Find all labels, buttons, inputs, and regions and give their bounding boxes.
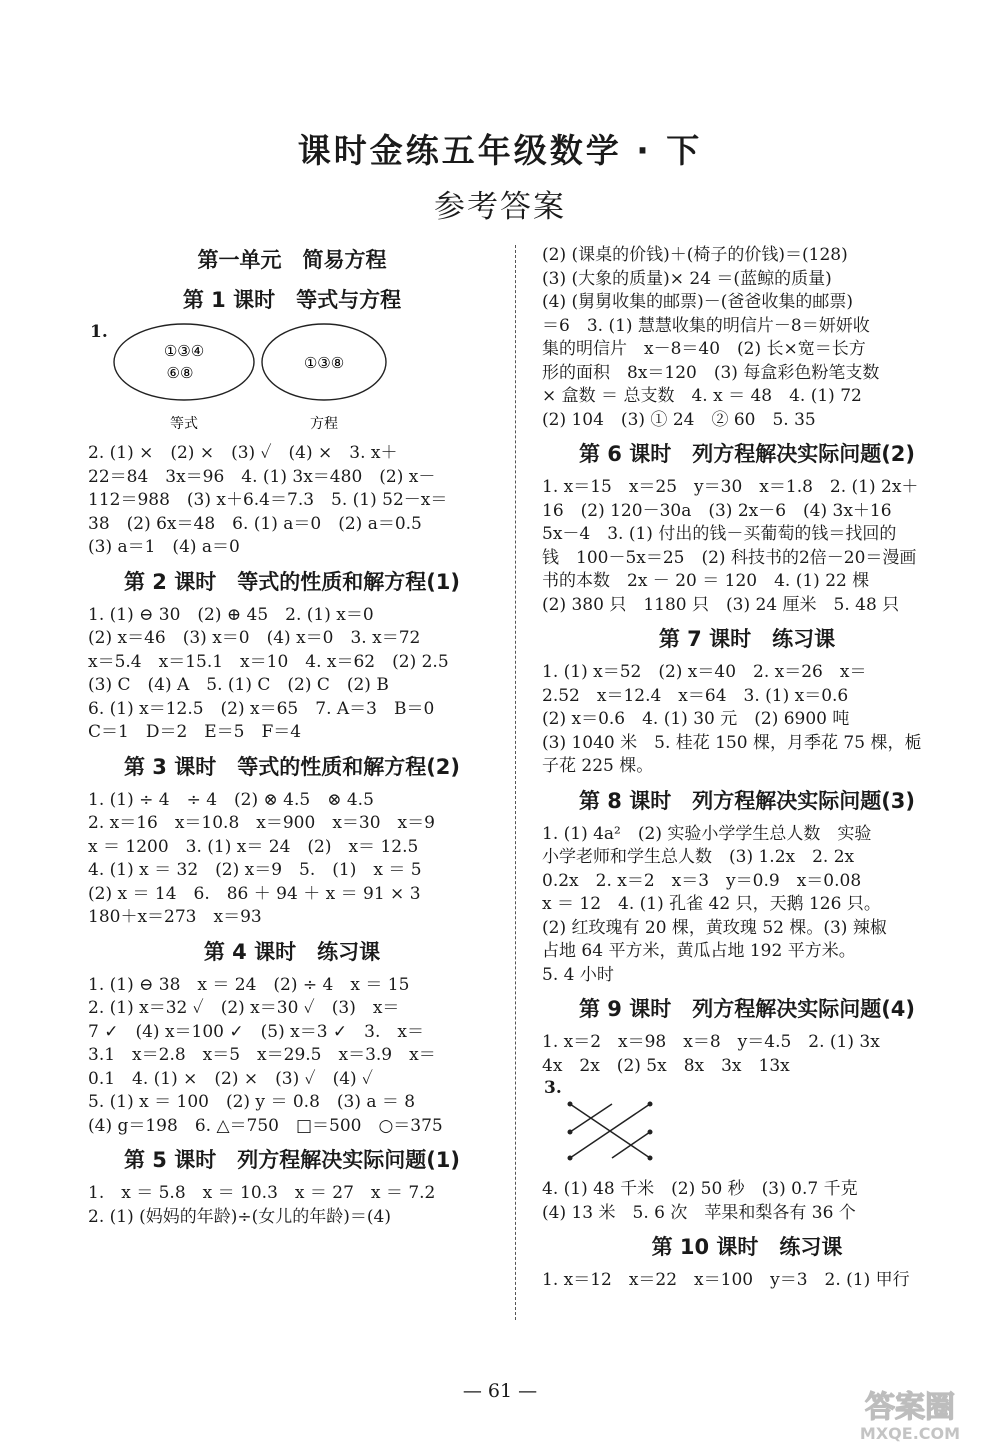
page-title: 课时金练五年级数学 · 下 (297, 131, 703, 170)
answer-line: 2. (1) × (2) × (3) ✓ (4) × 3. x＋ (88, 443, 398, 463)
set2-label: 方程 (310, 416, 338, 432)
lesson-4-title: 第 4 课时 练习课 (203, 939, 381, 964)
lesson-10-answers (542, 1269, 952, 1293)
lesson-9-answers-continued (542, 1178, 952, 1225)
answer-line: (2) (课桌的价钱)＋(椅子的价钱)＝(128) (542, 245, 848, 265)
lesson-6-title: 第 6 课时 列方程解决实际问题(2) (578, 442, 916, 466)
lesson-3-answers (88, 789, 496, 930)
answer-line: 1. (1) ⊖ 38 x ＝ 24 (2) ÷ 4 x ＝ 15 (88, 974, 410, 995)
venn-figure (88, 322, 496, 442)
match-dot (648, 1102, 653, 1107)
answer-line: 0.2x 2. x＝2 x＝3 y＝0.9 x＝0.08 (542, 870, 862, 891)
answer-line: (4) 13 米 5. 6 次 苹果和梨各有 36 个 (542, 1202, 856, 1223)
figure-number: 1. (90, 322, 108, 342)
match-dot (648, 1130, 653, 1135)
answer-line: x ＝ 1200 3. (1) x＝ 24 (2) x＝ 12.5 (88, 836, 419, 857)
answer-line: 2. x＝16 x＝10.8 x＝900 x＝30 x＝9 (88, 813, 435, 833)
answer-line: 钱 100－5x＝25 (2) 科技书的2倍－20＝漫画 (542, 547, 917, 568)
answer-line: (2) 104 (3) ① 24 ② 60 5. 35 (542, 409, 816, 430)
answer-line: 180＋x＝273 x＝93 (88, 907, 262, 927)
answer-line: 形的面积 8x＝120 (3) 每盒彩色粉笔支数 (542, 362, 880, 383)
page-number: — 61 — (462, 1380, 538, 1402)
answer-line: (3) (大象的质量)× 24 ＝(蓝鲸的质量) (542, 268, 832, 289)
answer-line: x＝5.4 x＝15.1 x＝10 4. x＝62 (2) 2.5 (88, 651, 449, 672)
answer-line: 4. (1) 48 千米 (2) 50 秒 (3) 0.7 千克 (542, 1179, 858, 1199)
answer-line: 112＝988 (3) x＋6.4＝7.3 5. (1) 52－x＝ (88, 490, 448, 510)
answer-line: 3.1 x＝2.8 x＝5 x＝29.5 x＝3.9 x＝ (88, 1045, 436, 1065)
answer-line: 16 (2) 120－30a (3) 2x－6 (4) 3x＋16 (542, 500, 892, 521)
lesson-8-title: 第 8 课时 列方程解决实际问题(3) (578, 788, 916, 813)
match-dot (648, 1156, 653, 1161)
lesson-1-answers (88, 442, 496, 560)
matching-figure (542, 1078, 952, 1178)
answer-line: (2) 红玫瑰有 20 棵，黄玫瑰 52 棵。(3) 辣椒 (542, 917, 887, 938)
answer-line: (2) 380 只 1180 只 (3) 24 厘米 5. 48 只 (542, 594, 900, 615)
matching-lines-diagram (542, 1078, 952, 1178)
answer-line: (4) g＝198 6. △＝750 □＝500 ○＝375 (88, 1115, 443, 1136)
lesson-7-title: 第 7 课时 练习课 (658, 627, 836, 651)
answer-line: (2) x＝46 (3) x＝0 (4) x＝0 3. x＝72 (88, 628, 421, 648)
answer-line: 4. (1) x ＝ 32 (2) x＝9 5. (1) x ＝ 5 (88, 860, 422, 880)
answer-line: 子花 225 棵。 (542, 756, 654, 776)
answer-line: ＝6 3. (1) 慧慧收集的明信片－8＝妍妍收 (542, 315, 870, 336)
lesson-1-title: 第 1 课时 等式与方程 (182, 288, 402, 312)
answer-key-heading: 参考答案 (434, 189, 566, 225)
watermark-main-text: 答案圈 (865, 1390, 955, 1425)
answer-line: 2. (1) x＝32 ✓ (2) x＝30 ✓ (3) x＝ (88, 998, 400, 1018)
answer-line: 占地 64 平方米，黄瓜占地 192 平方米。 (542, 941, 856, 961)
answer-line: 5. (1) x ＝ 100 (2) y ＝ 0.8 (3) a ＝ 8 (88, 1092, 416, 1112)
set1-members-row2: ⑥⑧ (166, 364, 194, 382)
answer-line: × 盒数 ＝ 总支数 4. x ＝ 48 4. (1) 72 (542, 386, 862, 406)
answer-line: 书的本数 2x － 20 ＝ 120 4. (1) 22 棵 (542, 571, 870, 591)
answer-line: 38 (2) 6x＝48 6. (1) a＝0 (2) a＝0.5 (88, 513, 422, 534)
lesson-2-title: 第 2 课时 等式的性质和解方程(1) (123, 569, 461, 594)
lesson-10-title: 第 10 课时 练习课 (651, 1235, 843, 1259)
left-column (88, 238, 496, 1229)
answer-line: 4x 2x (2) 5x 8x 3x 13x (542, 1055, 790, 1076)
watermark-url-text: MXQE.COM (859, 1424, 961, 1443)
set2-members: ①③⑧ (303, 354, 345, 372)
lesson-5-title: 第 5 课时 列方程解决实际问题(1) (123, 1148, 461, 1172)
answer-line: 0.1 4. (1) × (2) × (3) ✓ (4) ✓ (88, 1068, 374, 1089)
lesson-7-answers (542, 661, 952, 779)
answer-line: (2) x＝0.6 4. (1) 30 元 (2) 6900 吨 (542, 709, 850, 729)
answer-line: (4) (舅舅收集的邮票)－(爸爸收集的邮票) (542, 292, 854, 312)
answer-line: 1. (1) x＝52 (2) x＝40 2. x＝26 x＝ (542, 662, 867, 682)
watermark-logo (830, 1385, 990, 1445)
match-dot (568, 1156, 573, 1161)
column-divider (515, 245, 516, 1320)
lesson-9-answers (542, 1031, 952, 1078)
answer-line: 1. x＝12 x＝22 x＝100 y＝3 2. (1) 甲行 (542, 1270, 910, 1290)
answer-line: (3) a＝1 (4) a＝0 (88, 537, 240, 557)
answer-line: 2. (1) (妈妈的年龄)÷(女儿的年龄)＝(4) (88, 1206, 391, 1227)
figure-number: 3. (544, 1078, 562, 1098)
set1-members-row1: ①③④ (163, 342, 205, 360)
answer-line: 1. (1) ÷ 4 ÷ 4 (2) ⊗ 4.5 ⊗ 4.5 (88, 789, 374, 810)
answer-line: 小学老师和学生总人数 (3) 1.2x 2. 2x (542, 847, 855, 867)
answer-line: 1. (1) ⊖ 30 (2) ⊕ 45 2. (1) x＝0 (88, 604, 374, 625)
match-dot (568, 1130, 573, 1135)
answer-line: 6. (1) x＝12.5 (2) x＝65 7. A＝3 B＝0 (88, 698, 435, 719)
answer-line: 7 ✓ (4) x＝100 ✓ (5) x＝3 ✓ 3. x＝ (88, 1021, 424, 1042)
answer-line: 5. 4 小时 (542, 964, 614, 985)
answer-line: 1. x＝15 x＝25 y＝30 x＝1.8 2. (1) 2x＋ (542, 477, 919, 497)
lesson-8-answers (542, 823, 952, 988)
lesson-9-title: 第 9 课时 列方程解决实际问题(4) (578, 997, 916, 1021)
answer-line: 5x－4 3. (1) 付出的钱－买葡萄的钱＝找回的 (542, 524, 897, 544)
answer-line: 2.52 x＝12.4 x＝64 3. (1) x＝0.6 (542, 685, 849, 706)
equation-set-ellipse (114, 324, 254, 400)
lesson-3-title: 第 3 课时 等式的性质和解方程(2) (123, 754, 461, 779)
ellipse-sets-diagram (88, 322, 496, 442)
answer-line: x ＝ 12 4. (1) 孔雀 42 只，天鹅 126 只。 (542, 894, 881, 914)
answer-line: C＝1 D＝2 E＝5 F＝4 (88, 722, 302, 742)
set1-label: 等式 (170, 416, 198, 432)
lesson-5-answers (88, 1182, 496, 1229)
lesson-5-answers-continued (542, 244, 952, 432)
answer-line: 1. x ＝ 5.8 x ＝ 10.3 x ＝ 27 x ＝ 7.2 (88, 1183, 436, 1203)
match-dot (568, 1102, 573, 1107)
lesson-2-answers (88, 604, 496, 745)
lesson-4-answers (88, 974, 496, 1139)
right-column (542, 244, 952, 1293)
answer-line: 集的明信片 x－8＝40 (2) 长×宽＝长方 (542, 339, 866, 359)
answer-line: 1. (1) 4a² (2) 实验小学学生总人数 实验 (542, 823, 872, 844)
answer-line: (3) C (4) A 5. (1) C (2) C (2) B (88, 675, 389, 695)
unit-heading: 第一单元 简易方程 (197, 248, 387, 272)
answer-line: 22＝84 3x＝96 4. (1) 3x＝480 (2) x－ (88, 466, 436, 487)
lesson-6-answers (542, 476, 952, 617)
answer-line: (2) x ＝ 14 6. 86 ＋ 94 ＋ x ＝ 91 × 3 (88, 883, 421, 904)
answer-line: (3) 1040 米 5. 桂花 150 棵，月季花 75 棵，栀 (542, 732, 922, 753)
answer-line: 1. x＝2 x＝98 x＝8 y＝4.5 2. (1) 3x (542, 1032, 880, 1052)
